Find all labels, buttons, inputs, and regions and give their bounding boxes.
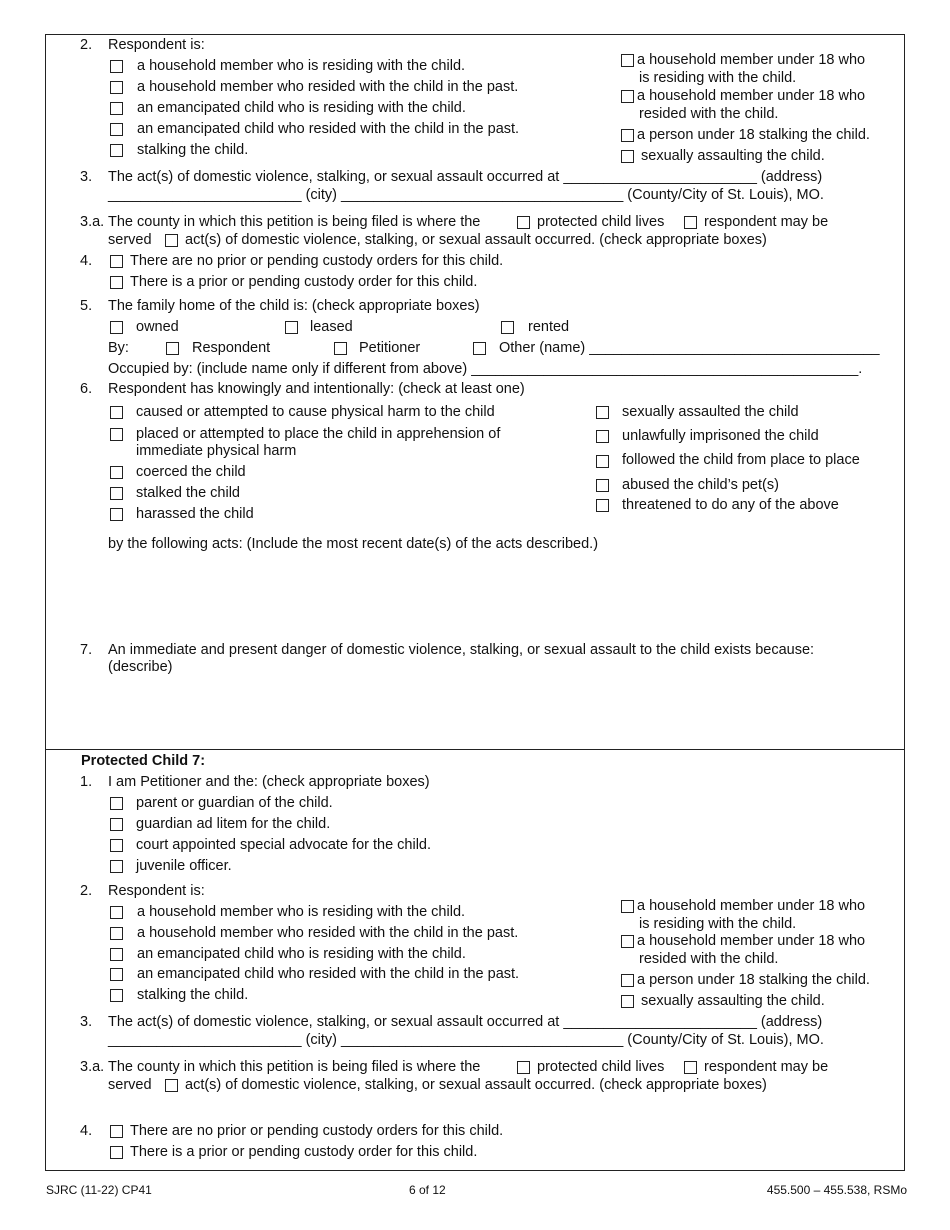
a-q6-right-checkbox-4[interactable] — [596, 479, 609, 492]
a-q4-option-prior: There is a prior or pending custody order for this child. — [130, 274, 478, 290]
footer-statute: 455.500 – 455.538, RSMo — [766, 1183, 907, 1197]
a-q6-label: Respondent has knowingly and intentionally: (check at least one) — [108, 381, 525, 397]
a-q6-number: 6. — [80, 381, 93, 397]
b-q1-checkbox-1[interactable] — [110, 797, 123, 810]
a-q6-right-checkbox-2[interactable] — [596, 430, 609, 443]
a-q3a-text: The county in which this petition is being filed is where the — [108, 214, 481, 230]
a-q6-acts-label: by the following acts: (Include the most recent date(s) of the acts described.) — [108, 536, 599, 552]
a-q6-option-5: harassed the child — [136, 506, 254, 522]
b-q4-number: 4. — [80, 1123, 93, 1139]
a-q2-right-checkbox-4[interactable] — [621, 150, 634, 163]
a-q5-checkbox-owned[interactable] — [110, 321, 123, 334]
a-q6-right-option-5: threatened to do any of the above — [622, 497, 839, 513]
q2-number: 2. — [80, 37, 93, 53]
b-q2-option-1: a household member who is residing with the child. — [137, 904, 466, 920]
a-q2-right-checkbox-2[interactable] — [621, 90, 634, 103]
b-q3-city-county-line[interactable]: ________________________ (city) ___________________________________ (County/City of St. Louis), MO. — [108, 1032, 824, 1048]
a-q2-checkbox-5[interactable] — [110, 144, 123, 157]
b-q2-option-3: an emancipated child who is residing with the child. — [137, 946, 466, 962]
footer-form-id: SJRC (11-22) CP41 — [46, 1183, 152, 1197]
b-q4-option-none: There are no prior or pending custody orders for this child. — [130, 1123, 504, 1139]
b-q1-option-3: court appointed special advocate for the child. — [136, 837, 432, 853]
a-q3a-checkbox-child-lives[interactable] — [517, 216, 530, 229]
a-q3a-number: 3.a. — [80, 214, 105, 230]
q2-label: Respondent is: — [108, 37, 205, 53]
a-q6-right-option-3: followed the child from place to place — [622, 452, 860, 468]
a-q3-number: 3. — [80, 169, 93, 185]
b-q2-checkbox-1[interactable] — [110, 906, 123, 919]
b-q1-option-4: juvenile officer. — [136, 858, 232, 874]
a-q2-option-5: stalking the child. — [137, 142, 249, 158]
a-q2-right-checkbox-1[interactable] — [621, 54, 634, 67]
a-q3a-served-text: served — [108, 232, 152, 248]
a-q2-option-1: a household member who is residing with the child. — [137, 58, 466, 74]
a-q5-checkbox-leased[interactable] — [285, 321, 298, 334]
a-q5-checkbox-rented[interactable] — [501, 321, 514, 334]
a-q5-option-petitioner: Petitioner — [359, 340, 421, 356]
a-q5-checkbox-petitioner[interactable] — [334, 342, 347, 355]
a-q5-option-leased: leased — [310, 319, 353, 335]
b-q2-right-option-2: a household member under 18 who — [637, 933, 866, 949]
b-q4-checkbox-none[interactable] — [110, 1125, 123, 1138]
b-q1-number: 1. — [80, 774, 93, 790]
a-q2-option-3: an emancipated child who is residing with the child. — [137, 100, 466, 116]
a-q2-right-option-2-cont: resided with the child. — [639, 106, 779, 122]
b-q3-number: 3. — [80, 1014, 93, 1030]
a-q2-option-4: an emancipated child who resided with the child in the past. — [137, 121, 520, 137]
b-q3a-checkbox-child-lives[interactable] — [517, 1061, 530, 1074]
b-q2-right-option-1-cont: is residing with the child. — [639, 916, 797, 932]
b-q2-option-5: stalking the child. — [137, 987, 249, 1003]
b-q2-checkbox-2[interactable] — [110, 927, 123, 940]
a-q6-option-1: caused or attempted to cause physical harm to the child — [136, 404, 495, 420]
a-q3-city-county-line[interactable]: ________________________ (city) ___________________________________ (County/City of St. Louis), MO. — [108, 187, 824, 203]
a-q5-option-owned: owned — [136, 319, 179, 335]
footer-page-number: 6 of 12 — [409, 1183, 446, 1197]
a-q5-by-label: By: — [108, 340, 129, 356]
a-q2-right-option-1-cont: is residing with the child. — [639, 70, 797, 86]
a-q6-checkbox-1[interactable] — [110, 406, 123, 419]
b-q3a-text: The county in which this petition is being filed is where the — [108, 1059, 481, 1075]
a-q4-checkbox-prior[interactable] — [110, 276, 123, 289]
b-q4-checkbox-prior[interactable] — [110, 1146, 123, 1159]
a-q6-right-option-4: abused the child’s pet(s) — [622, 477, 779, 493]
a-q5-option-rented: rented — [528, 319, 570, 335]
b-q3-address-line[interactable]: The act(s) of domestic violence, stalking, or sexual assault occurred at ________________________ (address) — [108, 1014, 823, 1030]
a-q2-right-option-4: sexually assaulting the child. — [641, 148, 825, 164]
b-q3a-checkbox-acts-occurred[interactable] — [165, 1079, 178, 1092]
a-q6-option-2-cont: immediate physical harm — [136, 443, 297, 459]
a-q7-number: 7. — [80, 642, 93, 658]
b-q1-option-1: parent or guardian of the child. — [136, 795, 333, 811]
a-q7-text: An immediate and present danger of domestic violence, stalking, or sexual assault to the child exists because: — [108, 642, 815, 658]
b-q3a-option-respondent-served: respondent may be — [704, 1059, 829, 1075]
a-q5-checkbox-respondent[interactable] — [166, 342, 179, 355]
a-q6-checkbox-2[interactable] — [110, 428, 123, 441]
a-q5-option-respondent: Respondent — [192, 340, 271, 356]
b-q1-checkbox-3[interactable] — [110, 839, 123, 852]
b-q2-right-checkbox-1[interactable] — [621, 900, 634, 913]
b-q3a-option-acts-occurred: act(s) of domestic violence, stalking, or sexual assault occurred. (check appropriate boxes) — [185, 1077, 767, 1093]
protected-child-7-title: Protected Child 7: — [81, 753, 206, 769]
a-q6-checkbox-4[interactable] — [110, 487, 123, 500]
a-q5-label: The family home of the child is: (check appropriate boxes) — [108, 298, 480, 314]
a-q2-checkbox-1[interactable] — [110, 60, 123, 73]
a-q6-option-4: stalked the child — [136, 485, 240, 501]
a-q7-describe: (describe) — [108, 659, 173, 675]
a-q6-right-option-2: unlawfully imprisoned the child — [622, 428, 819, 444]
a-q3a-checkbox-acts-occurred[interactable] — [165, 234, 178, 247]
b-q1-option-2: guardian ad litem for the child. — [136, 816, 331, 832]
a-q2-checkbox-4[interactable] — [110, 123, 123, 136]
a-q2-right-option-2: a household member under 18 who — [637, 88, 866, 104]
b-q2-right-checkbox-4[interactable] — [621, 995, 634, 1008]
a-q3a-option-acts-occurred: act(s) of domestic violence, stalking, or sexual assault occurred. (check appropriate boxes) — [185, 232, 767, 248]
a-q4-checkbox-none[interactable] — [110, 255, 123, 268]
b-q3a-served-text: served — [108, 1077, 152, 1093]
a-q6-right-checkbox-1[interactable] — [596, 406, 609, 419]
a-q3a-option-respondent-served: respondent may be — [704, 214, 829, 230]
a-q2-right-option-1: a household member under 18 who — [637, 52, 866, 68]
b-q2-checkbox-4[interactable] — [110, 968, 123, 981]
b-q2-label: Respondent is: — [108, 883, 205, 899]
b-q2-right-option-2-cont: resided with the child. — [639, 951, 779, 967]
a-q5-checkbox-other[interactable] — [473, 342, 486, 355]
b-q2-right-option-3: a person under 18 stalking the child. — [637, 972, 870, 988]
a-q2-checkbox-2[interactable] — [110, 81, 123, 94]
b-q2-number: 2. — [80, 883, 93, 899]
a-q5-option-other-name[interactable]: Other (name) ____________________________________ — [499, 340, 880, 356]
a-q6-right-option-1: sexually assaulted the child — [622, 404, 799, 420]
a-q3a-option-child-lives: protected child lives — [537, 214, 665, 230]
b-q1-label: I am Petitioner and the: (check appropriate boxes) — [108, 774, 430, 790]
a-q6-checkbox-3[interactable] — [110, 466, 123, 479]
a-q6-option-2: placed or attempted to place the child in apprehension of — [136, 426, 501, 442]
b-q2-checkbox-3[interactable] — [110, 948, 123, 961]
a-q3-address-line[interactable]: The act(s) of domestic violence, stalking, or sexual assault occurred at ________________________ (address) — [108, 169, 823, 185]
b-q3a-option-child-lives: protected child lives — [537, 1059, 665, 1075]
a-q2-option-2: a household member who resided with the child in the past. — [137, 79, 519, 95]
b-q2-option-2: a household member who resided with the child in the past. — [137, 925, 519, 941]
a-q6-option-3: coerced the child — [136, 464, 246, 480]
a-q2-checkbox-3[interactable] — [110, 102, 123, 115]
b-q3a-number: 3.a. — [80, 1059, 105, 1075]
a-q5-occupied-by[interactable]: Occupied by: (include name only if different from above) ________________________________________________. — [108, 361, 863, 377]
b-q2-right-checkbox-2[interactable] — [621, 935, 634, 948]
a-q6-right-checkbox-5[interactable] — [596, 499, 609, 512]
a-q2-right-checkbox-3[interactable] — [621, 129, 634, 142]
a-q4-number: 4. — [80, 253, 93, 269]
b-q2-option-4: an emancipated child who resided with the child in the past. — [137, 966, 520, 982]
b-q1-checkbox-4[interactable] — [110, 860, 123, 873]
b-q2-checkbox-5[interactable] — [110, 989, 123, 1002]
a-q3a-checkbox-respondent-served[interactable] — [684, 216, 697, 229]
b-q2-right-checkbox-3[interactable] — [621, 974, 634, 987]
a-q6-right-checkbox-3[interactable] — [596, 455, 609, 468]
b-q1-checkbox-2[interactable] — [110, 818, 123, 831]
b-q4-option-prior: There is a prior or pending custody order for this child. — [130, 1144, 478, 1160]
a-q2-right-option-3: a person under 18 stalking the child. — [637, 127, 870, 143]
a-q5-number: 5. — [80, 298, 93, 314]
a-q4-option-none: There are no prior or pending custody orders for this child. — [130, 253, 504, 269]
a-q6-checkbox-5[interactable] — [110, 508, 123, 521]
b-q2-right-option-4: sexually assaulting the child. — [641, 993, 825, 1009]
b-q2-right-option-1: a household member under 18 who — [637, 898, 866, 914]
b-q3a-checkbox-respondent-served[interactable] — [684, 1061, 697, 1074]
